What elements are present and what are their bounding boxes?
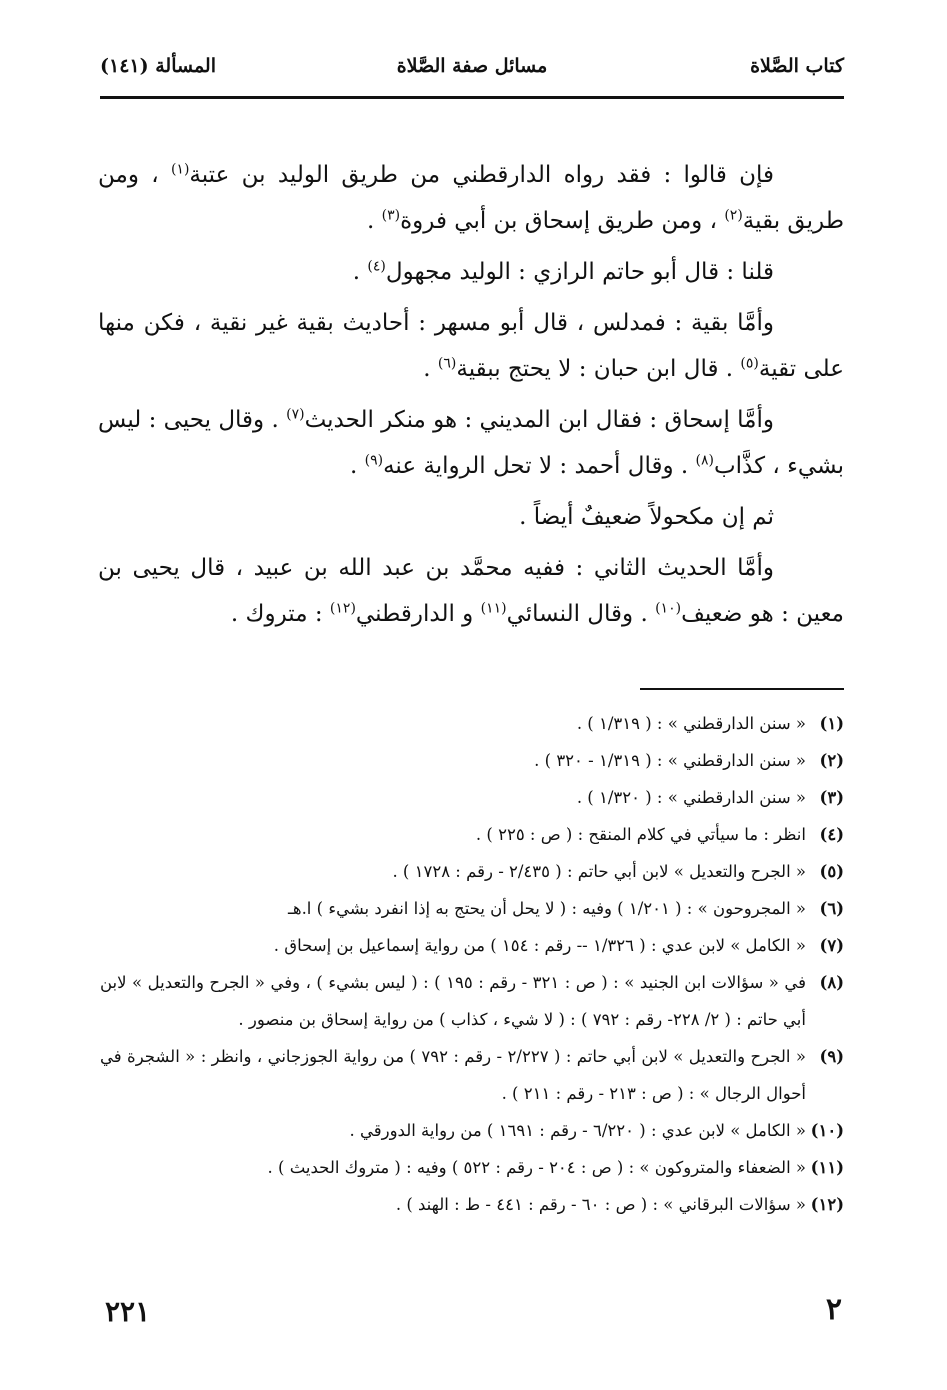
footnote-number: (٤) <box>819 825 844 844</box>
paragraph <box>98 152 844 244</box>
text-segment: ثم إن مكحولاً ضعيفٌ أيضاً . <box>519 504 774 530</box>
signature-mark: ٢ <box>825 1292 842 1327</box>
header-book-title: كتاب الصَّلاة <box>750 55 844 77</box>
footnote-number: (١٢) <box>810 1195 844 1214</box>
text-segment: . <box>352 259 368 285</box>
text-segment: فإن قالوا : فقد رواه الدارقطني من طريق الوليد بن عتبة <box>189 162 775 188</box>
text-segment: . <box>423 356 438 382</box>
footnote-ref: (٨) <box>695 452 714 469</box>
text-segment: ، ومن طريق بقية <box>98 162 844 234</box>
footnote-item <box>100 705 844 742</box>
footnote-ref: (٣) <box>381 207 401 224</box>
text-segment: . <box>349 453 365 479</box>
footnote-number: (٢) <box>819 751 844 770</box>
footnote-number: (٨) <box>819 973 844 992</box>
footnote-text: « سنن الدارقطني » : ( ١/٣٢٠ ) . <box>576 788 806 807</box>
footnote-number: (٥) <box>819 862 844 881</box>
footnote-ref: (٧) <box>286 406 305 423</box>
footnote-item <box>100 964 844 1038</box>
footnote-number: (٣) <box>819 788 844 807</box>
footnote-number: (١) <box>819 714 844 733</box>
footnote-ref: (٢) <box>724 207 743 224</box>
paragraph <box>98 300 844 392</box>
page-number: ٢٢١ <box>105 1295 151 1328</box>
footnote-number: (٧) <box>819 936 844 955</box>
footnote-item <box>100 853 844 890</box>
footnote-ref: (١٢) <box>329 600 356 617</box>
footnote-text: « الجرح والتعديل » لابن أبي حاتم : ( ٢/٤٣٥ - رقم : ١٧٢٨ ) . <box>392 862 806 881</box>
footnote-text: « سؤالات البرقاني » : ( ص : ٦٠ - رقم : ٤٤١ - ط : الهند ) . <box>395 1195 806 1214</box>
text-segment: . وقال النسائي <box>506 601 656 627</box>
text-segment: وأمَّا إسحاق : فقال ابن المديني : هو منكر الحديث <box>304 407 774 433</box>
footnote-text: « الجرح والتعديل » لابن أبي حاتم : ( ٢/٢٢٧ - رقم : ٧٩٢ ) من رواية الجوزجاني ، وانظر : « الشجرة في أحوال الرجال » : ( ص : ٢١٣ - رقم : ٢١١ ) . <box>100 1047 806 1103</box>
text-segment: . قال ابن حبان : لا يحتج ببقية <box>456 356 741 382</box>
footnote-item <box>100 1149 844 1186</box>
footnote-item <box>100 927 844 964</box>
footnote-item <box>100 742 844 779</box>
footnote-item <box>100 816 844 853</box>
footnote-number: (١٠) <box>810 1121 844 1140</box>
footnote-number: (٩) <box>819 1047 844 1066</box>
footnote-item <box>100 779 844 816</box>
footnote-ref: (٦) <box>437 355 457 372</box>
footnote-ref: (١١) <box>480 600 507 617</box>
paragraph <box>98 249 844 295</box>
main-text <box>98 152 844 642</box>
footnote-text: « الضعفاء والمتروكون » : ( ص : ٢٠٤ - رقم : ٥٢٢ ) وفيه : ( متروك الحديث ) . <box>267 1158 806 1177</box>
text-segment: و الدارقطني <box>355 601 481 627</box>
text-segment: : متروك . <box>230 601 330 627</box>
text-segment: . وقال أحمد : لا تحل الرواية عنه <box>383 453 696 479</box>
running-header <box>100 55 844 91</box>
paragraph <box>98 545 844 637</box>
header-section-title: مسائل صفة الصَّلاة <box>396 55 548 77</box>
text-segment: وأمَّا الحديث الثاني : ففيه محمَّد بن عبد الله بن عبيد ، قال يحيى بن معين : هو ضعيف <box>98 555 844 627</box>
footnotes-list <box>100 705 844 1223</box>
footnote-item <box>100 1186 844 1223</box>
footnote-text: « سنن الدارقطني » : ( ١/٣١٩ ) . <box>576 714 806 733</box>
header-rule <box>100 96 844 99</box>
text-segment: . <box>367 208 382 234</box>
text-segment: قلنا : قال أبو حاتم الرازي : الوليد مجهول <box>385 259 774 285</box>
footnote-separator <box>640 688 844 690</box>
text-segment: ، ومن طريق إسحاق بن أبي فروة <box>400 208 725 234</box>
footnote-item <box>100 1112 844 1149</box>
footnote-text: « الكامل » لابن عدي : ( ٦/٢٢٠ - رقم : ١٦٩١ ) من رواية الدورقي . <box>349 1121 806 1140</box>
footnote-item <box>100 1038 844 1112</box>
footnote-ref: (١٠) <box>655 600 682 617</box>
footnote-number: (٦) <box>819 899 844 918</box>
footnote-number: (١١) <box>810 1158 844 1177</box>
text-segment: . وقال يحيى : ليس بشيء ، كذَّاب <box>98 407 844 479</box>
text-segment: وأمَّا بقية : فمدلس ، قال أبو مسهر : أحاديث بقية غير نقية ، فكن منها على تقية <box>98 310 844 382</box>
footnote-text: « المجروحون » : ( ١/٢٠١ ) وفيه : ( لا يحل أن يحتج به إذا انفرد بشيء ) ا.هـ <box>288 899 806 918</box>
footnote-text: « الكامل » لابن عدي : ( ١/٣٢٦ -- رقم : ١٥٤ ) من رواية إسماعيل بن إسحاق . <box>273 936 806 955</box>
footnote-text: « سنن الدارقطني » : ( ١/٣١٩ - ٣٢٠ ) . <box>534 751 806 770</box>
header-issue-number: المسألة (١٤١) <box>100 55 216 77</box>
footnote-text: انظر : ما سيأتي في كلام المنقح : ( ص : ٢٢٥ ) . <box>475 825 806 844</box>
paragraph <box>98 397 844 489</box>
footnote-ref: (٤) <box>367 258 386 275</box>
footnote-ref: (٥) <box>740 355 759 372</box>
footnote-ref: (٩) <box>364 452 384 469</box>
paragraph <box>98 494 844 540</box>
footnote-ref: (١) <box>170 161 190 178</box>
footnote-text: في « سؤالات ابن الجنيد » : ( ص : ٣٢١ - رقم : ١٩٥ ) : ( ليس بشيء ) ، وفي « الجرح والتعديل » لابن أبي حاتم : ( ٢/ ٢٢٨- رقم : ٧٩٢ ) : ( لا شيء ، كذاب ) من رواية إسحاق بن منصور . <box>100 973 807 1029</box>
footnote-item <box>100 890 844 927</box>
